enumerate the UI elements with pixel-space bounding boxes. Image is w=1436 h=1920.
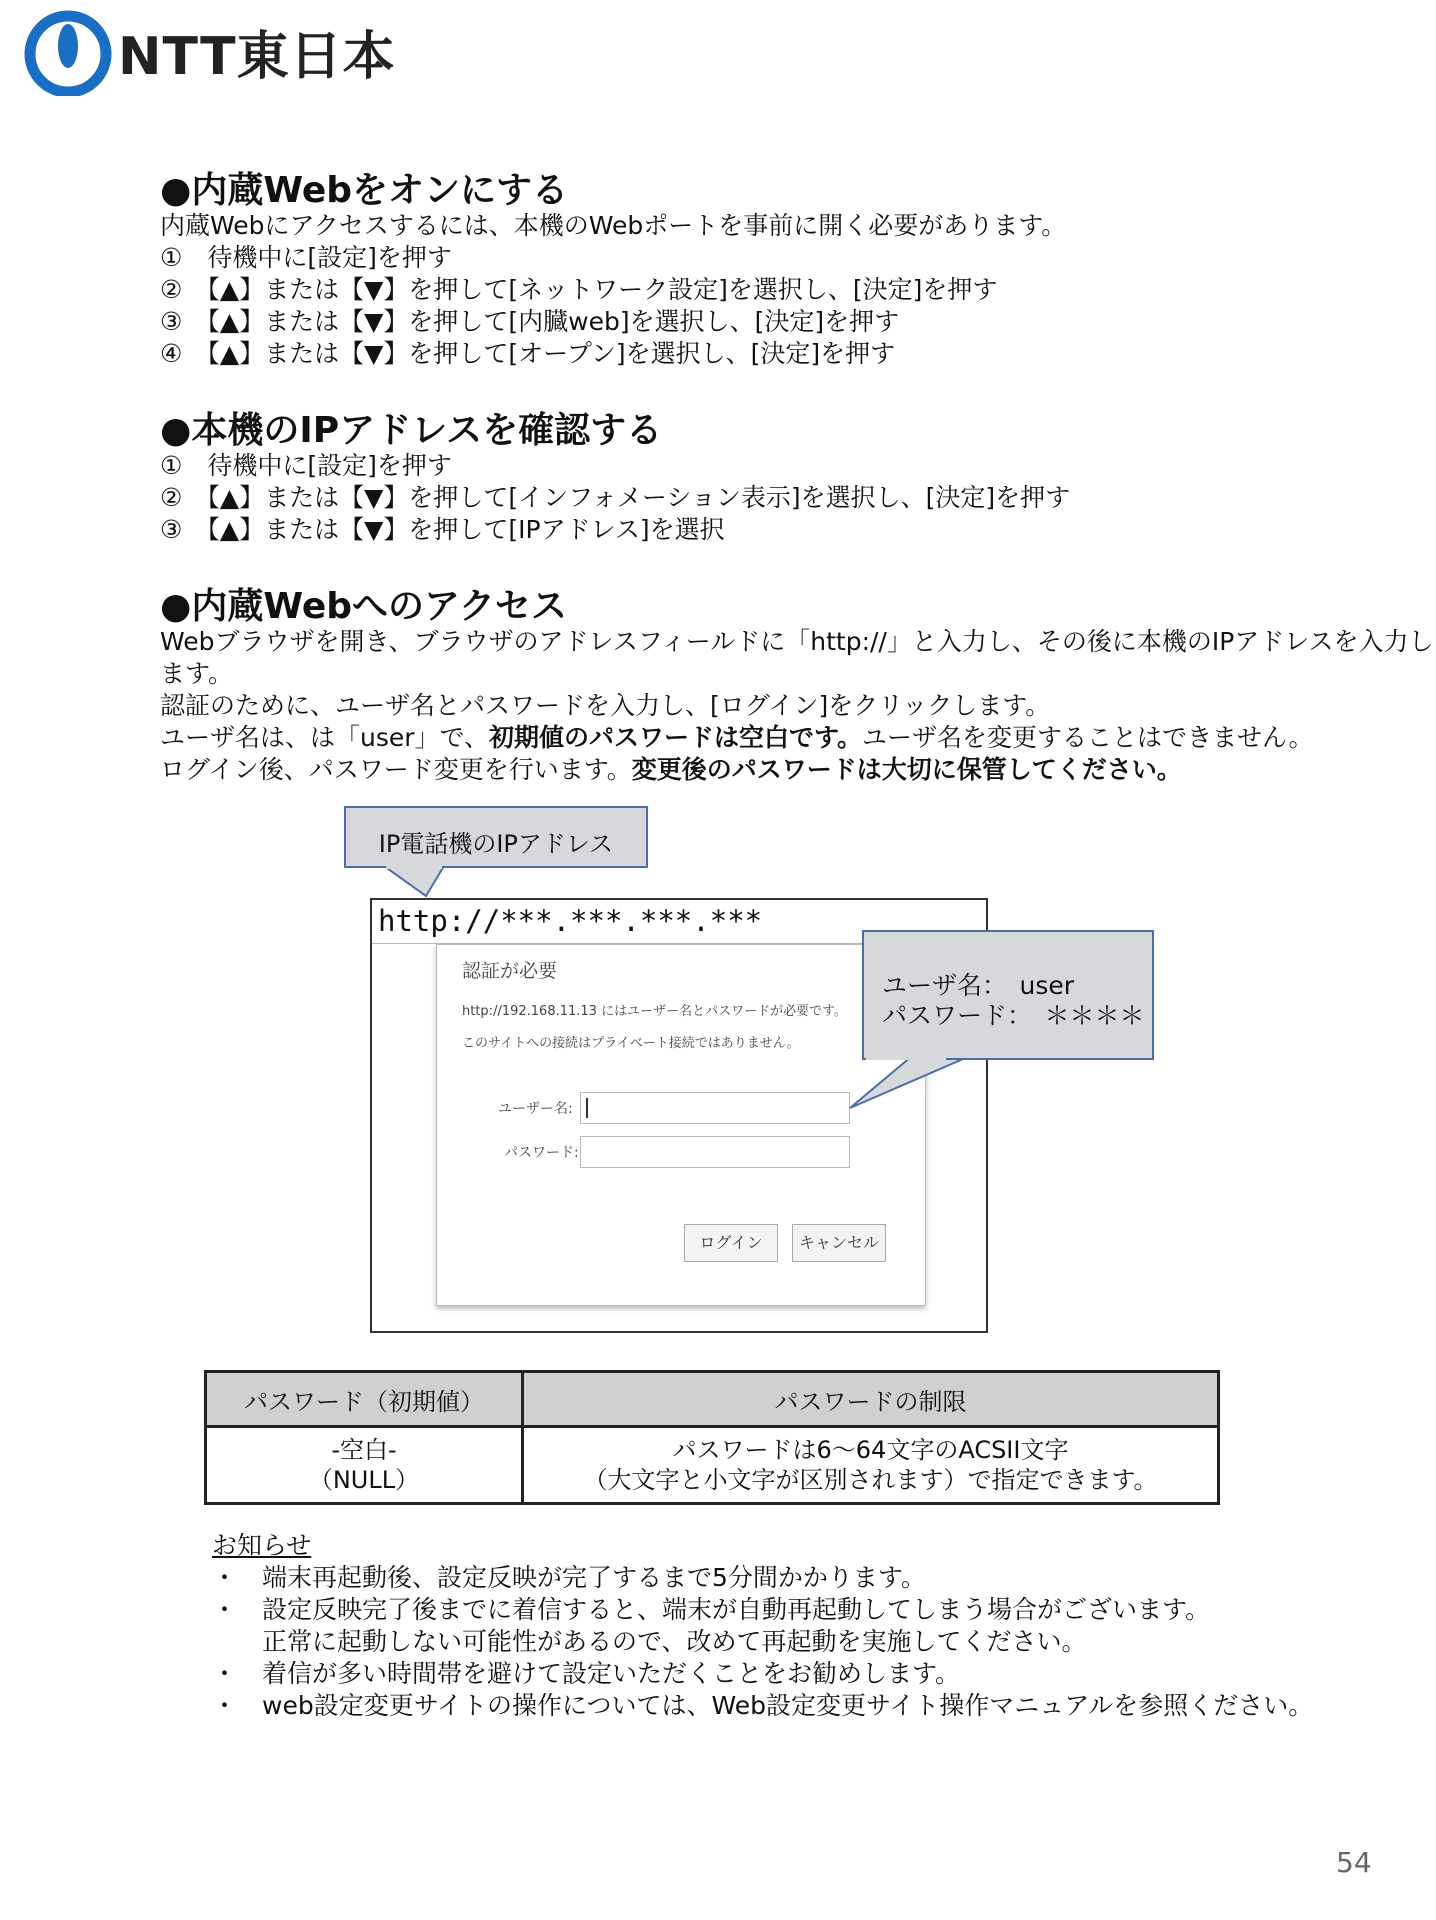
section3-line: ログイン後、パスワード変更を行います。変更後のパスワードは大切に保管してください。: [160, 755, 1182, 784]
callout-pointer: [384, 866, 454, 898]
table-header: パスワードの制限: [523, 1372, 1219, 1427]
notice-item: ・ 着信が多い時間帯を避けて設定いただくことをお勧めします。: [212, 1659, 961, 1688]
dialog-message: このサイトへの接続はプライベート接続ではありません。: [462, 1036, 800, 1051]
url-text: http://***.***.***.***: [378, 904, 763, 938]
username-input[interactable]: [580, 1092, 850, 1124]
section1-title: ●内蔵Webをオンにする: [160, 170, 569, 211]
page-number: 54: [1336, 1846, 1372, 1879]
section2-line: ① 待機中に[設定]を押す: [160, 451, 452, 480]
text-cursor: [586, 1098, 588, 1118]
credentials-password: パスワード： ＊＊＊＊: [882, 1001, 1145, 1030]
dialog-message: http://192.168.11.13 にはユーザー名とパスワードが必要です。: [462, 1004, 848, 1019]
password-input[interactable]: [580, 1136, 850, 1168]
emphasis-text: 変更後のパスワードは大切に保管してください。: [631, 755, 1182, 784]
table-cell: -空白- （NULL）: [206, 1427, 523, 1504]
section1-line: ② 【▲】または【▼】を押して[ネットワーク設定]を選択し、[決定]を押す: [160, 275, 998, 304]
section1-line: ③ 【▲】または【▼】を押して[内臓web]を選択し、[決定]を押す: [160, 307, 900, 336]
cancel-button[interactable]: キャンセル: [792, 1224, 886, 1262]
notice-item: ・ 設定反映完了後までに着信すると、端末が自動再起動してしまう場合がございます。: [212, 1595, 1211, 1624]
section2-line: ② 【▲】または【▼】を押して[インフォメーション表示]を選択し、[決定]を押す: [160, 483, 1071, 512]
login-button[interactable]: ログイン: [684, 1224, 778, 1262]
table-cell: パスワードは6～64文字のACSII文字 （大文字と小文字が区別されます）で指定できます。: [523, 1427, 1219, 1504]
section2-title: ●本機のIPアドレスを確認する: [160, 410, 663, 451]
section3-line: ます。: [160, 659, 234, 688]
notice-item: 正常に起動しない可能性があるので、改めて再起動を実施してください。: [212, 1627, 1087, 1656]
section1-line: ① 待機中に[設定]を押す: [160, 243, 452, 272]
notice-item: ・ 端末再起動後、設定反映が完了するまで5分間かかります。: [212, 1563, 926, 1592]
table-header: パスワード（初期値）: [206, 1372, 523, 1427]
table-row: [206, 1427, 1219, 1504]
notice-title: お知らせ: [212, 1531, 312, 1560]
logo-text: NTT東日本: [118, 27, 396, 87]
credentials-username: ユーザ名： user: [882, 971, 1075, 1000]
section3-line: ユーザ名は、は「user」で、初期値のパスワードは空白です。ユーザ名を変更することはできません。: [160, 723, 1314, 752]
emphasis-text: 初期値のパスワードは空白です。: [489, 723, 863, 752]
password-table: [204, 1370, 1220, 1505]
ip-callout-label: IP電話機のIPアドレス: [378, 830, 614, 858]
notice-item: ・ web設定変更サイトの操作については、Web設定変更サイト操作マニュアルを参照ください。: [212, 1691, 1314, 1720]
password-label: パスワード:: [504, 1145, 579, 1161]
section1-line: ④ 【▲】または【▼】を押して[オープン]を選択し、[決定]を押す: [160, 339, 896, 368]
section1-line: 内蔵Webにアクセスするには、本機のWebポートを事前に開く必要があります。: [160, 211, 1067, 240]
section2-line: ③ 【▲】または【▼】を押して[IPアドレス]を選択: [160, 515, 725, 544]
callout-seam: [866, 1056, 946, 1060]
dialog-title: 認証が必要: [462, 960, 558, 982]
section3-line: 認証のために、ユーザ名とパスワードを入力し、[ログイン]をクリックします。: [160, 691, 1051, 720]
section3-title: ●内蔵Webへのアクセス: [160, 586, 567, 627]
section3-line: Webブラウザを開き、ブラウザのアドレスフィールドに「http://」と入力し、その後に本機のIPアドレスを入力し: [160, 627, 1434, 656]
username-label: ユーザー名:: [498, 1101, 573, 1117]
credentials-callout-pointer: [848, 1054, 972, 1110]
